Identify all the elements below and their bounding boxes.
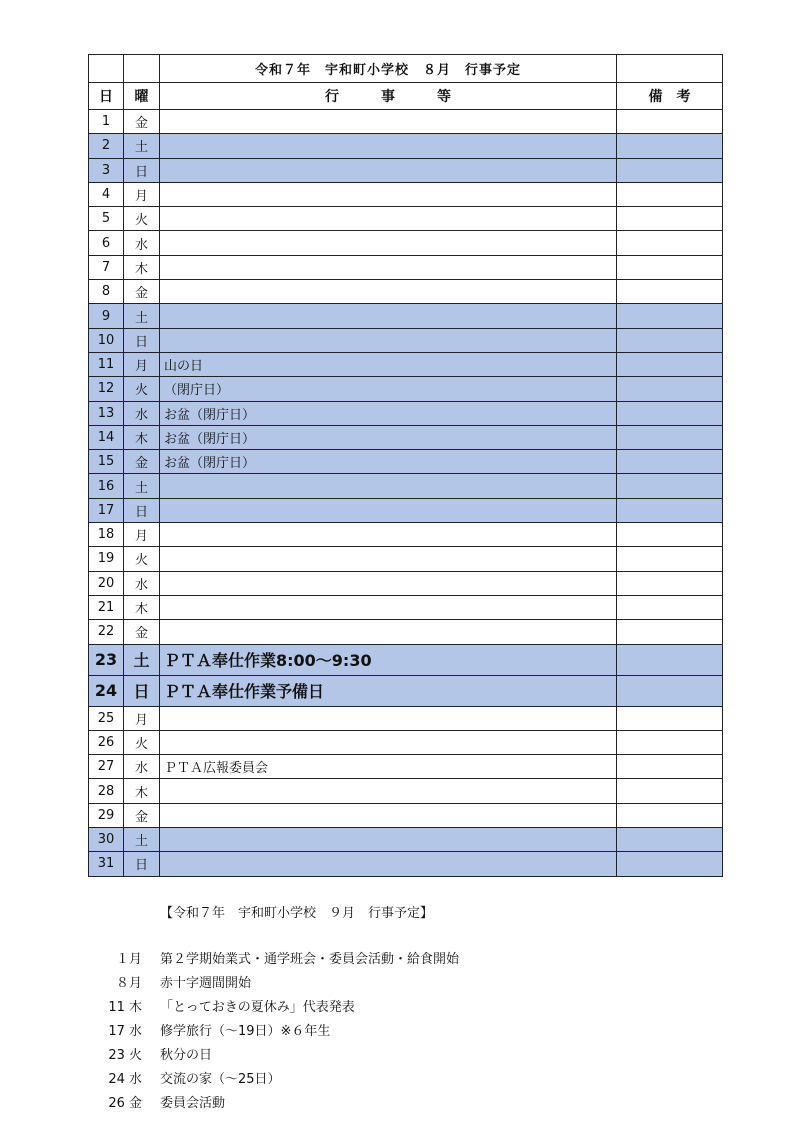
notes-cell (617, 401, 723, 425)
notes-cell (617, 620, 723, 644)
table-row (89, 255, 723, 279)
page-title: 令和７年 宇和町小学校 ８月 行事予定 (160, 55, 617, 83)
table-row (89, 110, 723, 134)
event-cell (160, 620, 617, 644)
table-row (89, 498, 723, 522)
notes-cell (617, 231, 723, 255)
weekday-cell: 土 (124, 304, 160, 328)
table-row (89, 523, 723, 547)
event-cell: お盆（閉庁日） (160, 450, 617, 474)
weekday-cell: 水 (124, 401, 160, 425)
september-item-date: 11 木 (108, 1000, 142, 1015)
weekday-cell: 金 (124, 450, 160, 474)
event-cell (160, 498, 617, 522)
event-cell (160, 803, 617, 827)
weekday-cell: 火 (124, 547, 160, 571)
notes-cell (617, 425, 723, 449)
weekday-cell: 土 (124, 134, 160, 158)
event-cell (160, 571, 617, 595)
event-cell: ＰＴＡ広報委員会 (160, 755, 617, 779)
day-cell: 16 (89, 474, 124, 498)
notes-cell (617, 498, 723, 522)
day-cell: 6 (89, 231, 124, 255)
weekday-cell: 日 (124, 498, 160, 522)
event-cell: ＰＴＡ奉仕作業予備日 (160, 675, 617, 706)
day-cell: 1 (89, 110, 124, 134)
september-item-date: １月 (115, 952, 142, 967)
september-item-date: ８月 (115, 976, 142, 991)
event-cell (160, 328, 617, 352)
event-cell (160, 280, 617, 304)
event-cell: お盆（閉庁日） (160, 425, 617, 449)
event-cell (160, 134, 617, 158)
weekday-cell: 金 (124, 280, 160, 304)
weekday-cell: 木 (124, 779, 160, 803)
notes-cell (617, 377, 723, 401)
weekday-cell: 金 (124, 803, 160, 827)
day-cell: 11 (89, 352, 124, 376)
event-cell (160, 828, 617, 852)
table-row (89, 377, 723, 401)
weekday-cell: 日 (124, 158, 160, 182)
september-item-date: 26 金 (108, 1096, 142, 1111)
weekday-cell: 月 (124, 523, 160, 547)
september-item-text: 第２学期始業式・通学班会・委員会活動・給食開始 (160, 952, 460, 967)
event-cell (160, 255, 617, 279)
day-cell: 21 (89, 595, 124, 619)
september-item-date: 24 水 (108, 1072, 142, 1087)
table-row (89, 675, 723, 706)
september-item-text: 秋分の日 (160, 1048, 213, 1063)
notes-cell (617, 755, 723, 779)
event-cell (160, 110, 617, 134)
day-cell: 20 (89, 571, 124, 595)
notes-cell (617, 110, 723, 134)
notes-cell (617, 474, 723, 498)
event-cell (160, 207, 617, 231)
table-row (89, 207, 723, 231)
table-row (89, 450, 723, 474)
september-item-text: 修学旅行（～19日）※６年生 (160, 1024, 331, 1039)
notes-cell (617, 134, 723, 158)
day-cell: 27 (89, 755, 124, 779)
august-schedule-table (88, 54, 723, 877)
day-cell: 24 (89, 675, 124, 706)
table-row (89, 158, 723, 182)
weekday-cell: 水 (124, 755, 160, 779)
day-cell: 7 (89, 255, 124, 279)
notes-cell (617, 644, 723, 675)
notes-cell (617, 730, 723, 754)
event-cell (160, 158, 617, 182)
table-row (89, 401, 723, 425)
event-cell (160, 523, 617, 547)
table-row (89, 547, 723, 571)
notes-cell (617, 706, 723, 730)
table-row (89, 730, 723, 754)
col-header-events: 行 事 等 (160, 83, 617, 110)
event-cell (160, 779, 617, 803)
weekday-cell: 土 (124, 644, 160, 675)
day-cell: 28 (89, 779, 124, 803)
weekday-cell: 木 (124, 595, 160, 619)
table-row (89, 328, 723, 352)
day-cell: 26 (89, 730, 124, 754)
day-cell: 29 (89, 803, 124, 827)
table-row (89, 134, 723, 158)
table-row (89, 352, 723, 376)
september-item-text: 「とっておきの夏休み」代表発表 (160, 1000, 355, 1015)
september-item-text: 委員会活動 (160, 1096, 226, 1111)
notes-cell (617, 803, 723, 827)
notes-cell (617, 852, 723, 876)
event-cell: ＰＴＡ奉仕作業8:00～9:30 (160, 644, 617, 675)
table-row (89, 828, 723, 852)
title-blank-1 (89, 55, 124, 83)
weekday-cell: 火 (124, 377, 160, 401)
event-cell (160, 182, 617, 206)
notes-cell (617, 352, 723, 376)
notes-cell (617, 547, 723, 571)
table-row (89, 852, 723, 876)
day-cell: 30 (89, 828, 124, 852)
notes-cell (617, 280, 723, 304)
day-cell: 14 (89, 425, 124, 449)
day-cell: 31 (89, 852, 124, 876)
day-cell: 19 (89, 547, 124, 571)
weekday-cell: 木 (124, 425, 160, 449)
notes-cell (617, 571, 723, 595)
header-row (89, 83, 723, 110)
event-cell (160, 706, 617, 730)
day-cell: 10 (89, 328, 124, 352)
day-cell: 22 (89, 620, 124, 644)
september-item-date: 17 水 (108, 1024, 142, 1039)
day-cell: 3 (89, 158, 124, 182)
event-cell: （閉庁日） (160, 377, 617, 401)
event-cell (160, 474, 617, 498)
event-cell: お盆（閉庁日） (160, 401, 617, 425)
event-cell (160, 595, 617, 619)
notes-cell (617, 595, 723, 619)
weekday-cell: 月 (124, 182, 160, 206)
event-cell (160, 304, 617, 328)
day-cell: 5 (89, 207, 124, 231)
weekday-cell: 日 (124, 852, 160, 876)
event-cell (160, 231, 617, 255)
weekday-cell: 木 (124, 255, 160, 279)
day-cell: 4 (89, 182, 124, 206)
day-cell: 2 (89, 134, 124, 158)
table-row (89, 182, 723, 206)
title-blank-2 (124, 55, 160, 83)
notes-cell (617, 450, 723, 474)
september-item-text: 交流の家（～25日） (160, 1072, 281, 1087)
title-blank-3 (617, 55, 723, 83)
notes-cell (617, 207, 723, 231)
weekday-cell: 水 (124, 571, 160, 595)
table-row (89, 620, 723, 644)
day-cell: 12 (89, 377, 124, 401)
table-row (89, 231, 723, 255)
table-row (89, 644, 723, 675)
col-header-day: 日 (89, 83, 124, 110)
table-row (89, 595, 723, 619)
notes-cell (617, 255, 723, 279)
september-item-date: 23 火 (108, 1048, 142, 1063)
september-item-text: 赤十字週間開始 (160, 976, 252, 991)
weekday-cell: 日 (124, 675, 160, 706)
col-header-dow: 曜 (124, 83, 160, 110)
event-cell (160, 852, 617, 876)
day-cell: 25 (89, 706, 124, 730)
notes-cell (617, 304, 723, 328)
table-row (89, 755, 723, 779)
weekday-cell: 土 (124, 828, 160, 852)
title-row (89, 55, 723, 83)
notes-cell (617, 828, 723, 852)
table-row (89, 779, 723, 803)
day-cell: 9 (89, 304, 124, 328)
day-cell: 18 (89, 523, 124, 547)
day-cell: 13 (89, 401, 124, 425)
weekday-cell: 月 (124, 352, 160, 376)
day-cell: 15 (89, 450, 124, 474)
table-row (89, 280, 723, 304)
notes-cell (617, 328, 723, 352)
table-row (89, 304, 723, 328)
event-cell (160, 547, 617, 571)
day-cell: 17 (89, 498, 124, 522)
weekday-cell: 火 (124, 207, 160, 231)
table-row (89, 571, 723, 595)
notes-cell (617, 182, 723, 206)
day-cell: 23 (89, 644, 124, 675)
weekday-cell: 日 (124, 328, 160, 352)
notes-cell (617, 523, 723, 547)
weekday-cell: 水 (124, 231, 160, 255)
table-row (89, 803, 723, 827)
weekday-cell: 金 (124, 110, 160, 134)
table-row (89, 706, 723, 730)
september-title: 【令和７年 宇和町小学校 ９月 行事予定】 (160, 906, 434, 921)
table-row (89, 425, 723, 449)
notes-cell (617, 675, 723, 706)
weekday-cell: 金 (124, 620, 160, 644)
event-cell: 山の日 (160, 352, 617, 376)
day-cell: 8 (89, 280, 124, 304)
col-header-notes: 備 考 (617, 83, 723, 110)
notes-cell (617, 779, 723, 803)
weekday-cell: 土 (124, 474, 160, 498)
weekday-cell: 月 (124, 706, 160, 730)
table-row (89, 474, 723, 498)
event-cell (160, 730, 617, 754)
notes-cell (617, 158, 723, 182)
weekday-cell: 火 (124, 730, 160, 754)
